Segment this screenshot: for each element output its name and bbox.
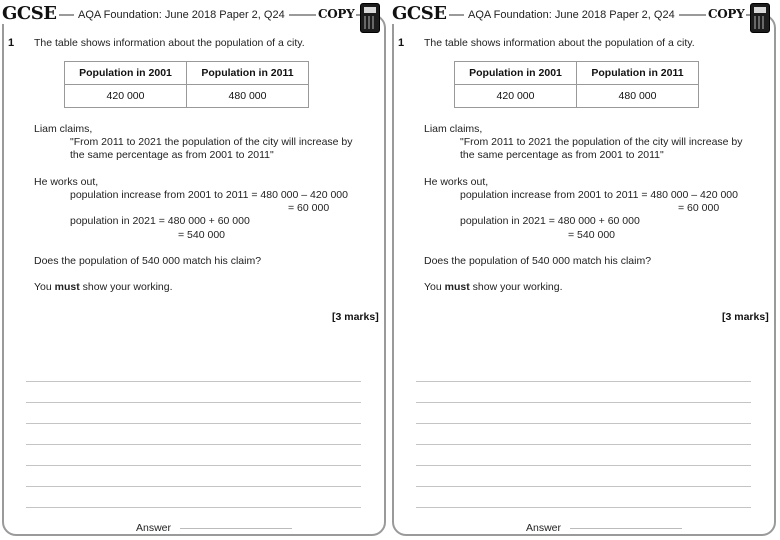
question-intro: The table shows information about the population of a city.	[424, 37, 695, 49]
gcse-logo: GCSE	[0, 4, 59, 24]
answer-writing-line[interactable]	[416, 381, 751, 382]
answer-writing-line[interactable]	[26, 465, 361, 466]
answer-writing-line[interactable]	[26, 507, 361, 508]
answer-writing-line[interactable]	[416, 465, 751, 466]
worksheet-panel-right	[390, 0, 778, 540]
question-number: 1	[8, 37, 15, 49]
table-header-2011: Population in 2011	[577, 62, 699, 85]
table-value-2011: 480 000	[577, 85, 699, 108]
works-out-label: He works out,	[424, 176, 489, 188]
table-header-2001: Population in 2001	[65, 62, 187, 85]
answer-writing-line[interactable]	[416, 423, 751, 424]
answer-line[interactable]	[570, 528, 682, 529]
working-instruction: You must show your working.	[424, 281, 563, 293]
answer-line[interactable]	[180, 528, 292, 529]
table-header-2001: Population in 2001	[455, 62, 577, 85]
answer-writing-line[interactable]	[26, 486, 361, 487]
table-value-2011: 480 000	[187, 85, 309, 108]
calculator-icon	[360, 3, 380, 33]
answer-writing-line[interactable]	[26, 402, 361, 403]
copy-label: COPY	[708, 7, 745, 21]
working-line-3: population in 2021 = 480 000 + 60 000	[70, 215, 250, 227]
answer-writing-line[interactable]	[26, 381, 361, 382]
answer-writing-line[interactable]	[416, 402, 751, 403]
working-line-4: = 540 000	[178, 229, 226, 241]
table-value-2001: 420 000	[455, 85, 577, 108]
marks-label: [3 marks]	[332, 311, 379, 323]
table-value-2001: 420 000	[65, 85, 187, 108]
question-number: 1	[398, 37, 405, 49]
working-line-2: = 60 000	[678, 202, 720, 214]
population-table	[454, 61, 699, 108]
answer-label: Answer	[136, 522, 172, 534]
working-line-4: = 540 000	[568, 229, 616, 241]
calculator-icon	[750, 3, 770, 33]
working-line-2: = 60 000	[288, 202, 330, 214]
claim-line-2: the same percentage as from 2001 to 2011"	[70, 149, 274, 161]
answer-writing-line[interactable]	[416, 444, 751, 445]
claim-intro: Liam claims,	[424, 123, 483, 135]
answer-writing-line[interactable]	[26, 423, 361, 424]
paper-title: AQA Foundation: June 2018 Paper 2, Q24	[74, 8, 289, 22]
worksheet-panel-left	[0, 0, 388, 540]
answer-writing-line[interactable]	[416, 486, 751, 487]
gcse-logo: GCSE	[390, 4, 449, 24]
table-header-2011: Population in 2011	[187, 62, 309, 85]
population-table	[64, 61, 309, 108]
works-out-label: He works out,	[34, 176, 99, 188]
paper-title: AQA Foundation: June 2018 Paper 2, Q24	[464, 8, 679, 22]
working-line-1: population increase from 2001 to 2011 = 480 000 – 420 000	[70, 189, 348, 201]
claim-line-1: "From 2011 to 2021 the population of the city will increase by	[70, 136, 353, 148]
claim-intro: Liam claims,	[34, 123, 93, 135]
claim-line-1: "From 2011 to 2021 the population of the city will increase by	[460, 136, 743, 148]
working-instruction: You must show your working.	[34, 281, 173, 293]
working-line-3: population in 2021 = 480 000 + 60 000	[460, 215, 640, 227]
claim-line-2: the same percentage as from 2001 to 2011"	[460, 149, 664, 161]
answer-label: Answer	[526, 522, 562, 534]
copy-label: COPY	[318, 7, 355, 21]
working-line-1: population increase from 2001 to 2011 = 480 000 – 420 000	[460, 189, 738, 201]
question-ask: Does the population of 540 000 match his claim?	[34, 255, 262, 267]
question-intro: The table shows information about the population of a city.	[34, 37, 305, 49]
question-ask: Does the population of 540 000 match his claim?	[424, 255, 652, 267]
answer-writing-line[interactable]	[416, 507, 751, 508]
marks-label: [3 marks]	[722, 311, 769, 323]
answer-writing-line[interactable]	[26, 444, 361, 445]
